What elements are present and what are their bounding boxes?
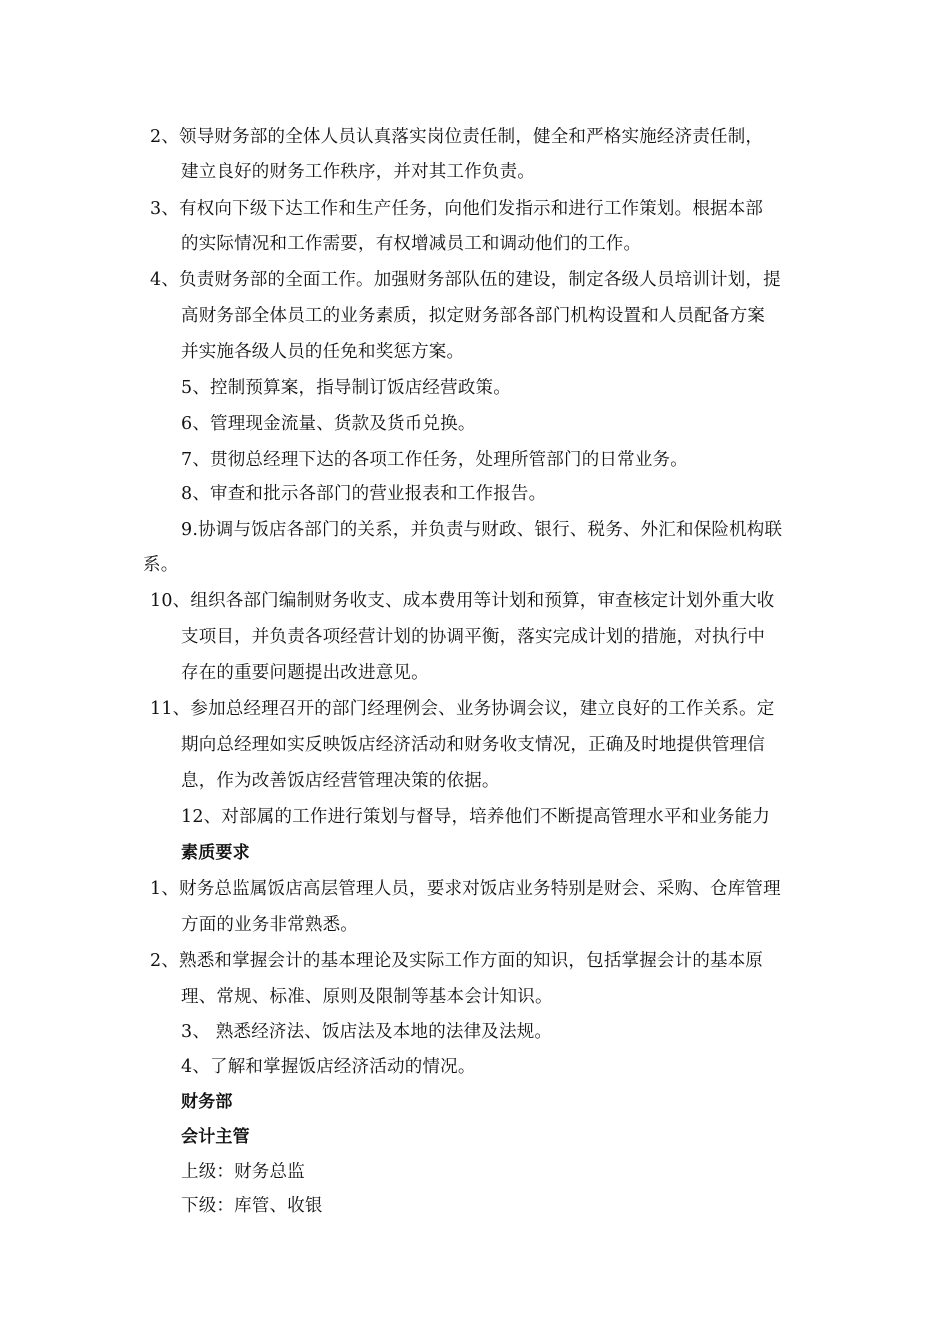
duty-item-7: 7、贯彻总经理下达的各项工作任务，处理所管部门的日常业务。 xyxy=(181,450,688,470)
duty-item-4-line-1: 4、负责财务部的全面工作。加强财务部队伍的建设，制定各级人员培训计划，提 xyxy=(150,270,781,290)
duty-item-2-line-2: 建立良好的财务工作秩序，并对其工作负责。 xyxy=(181,162,535,182)
duty-item-12: 12、对部属的工作进行策划与督导，培养他们不断提高管理水平和业务能力 xyxy=(181,807,771,827)
duty-item-9-line-1: 9.协调与饭店各部门的关系，并负责与财政、银行、税务、外汇和保险机构联 xyxy=(181,520,783,540)
duty-item-6: 6、管理现金流量、货款及货币兑换。 xyxy=(181,414,476,434)
duty-item-3-line-1: 3、有权向下级下达工作和生产任务，向他们发指示和进行工作策划。根据本部 xyxy=(150,199,764,219)
duty-item-4-line-3: 并实施各级人员的任免和奖惩方案。 xyxy=(181,342,465,362)
requirement-item-2-line-1: 2、熟悉和掌握会计的基本理论及实际工作方面的知识，包括掌握会计的基本原 xyxy=(150,951,764,971)
requirement-item-1-line-2: 方面的业务非常熟悉。 xyxy=(181,915,358,935)
duty-item-11-line-2: 期向总经理如实反映饭店经济活动和财务收支情况，正确及时地提供管理信 xyxy=(181,735,766,755)
duty-item-10-line-2: 支项目，并负责各项经营计划的协调平衡，落实完成计划的措施，对执行中 xyxy=(181,627,766,647)
requirement-item-2-line-2: 理、常规、标准、原则及限制等基本会计知识。 xyxy=(181,987,553,1007)
superior-line: 上级：财务总监 xyxy=(181,1162,305,1182)
requirement-item-3: 3、 熟悉经济法、饭店法及本地的法律及法规。 xyxy=(181,1022,553,1042)
duty-item-10-line-1: 10、组织各部门编制财务收支、成本费用等计划和预算，审查核定计划外重大收 xyxy=(150,591,775,611)
requirement-item-4: 4、了解和掌握饭店经济活动的情况。 xyxy=(181,1057,476,1077)
duty-item-10-line-3: 存在的重要问题提出改进意见。 xyxy=(181,663,429,683)
duty-item-2-line-1: 2、领导财务部的全体人员认真落实岗位责任制，健全和严格实施经济责任制， xyxy=(150,127,764,147)
requirement-item-1-line-1: 1、财务总监属饭店高层管理人员，要求对饭店业务特别是财会、采购、仓库管理 xyxy=(150,879,781,899)
duty-item-9-line-2: 系。 xyxy=(143,555,179,575)
section-heading-quality-requirements: 素质要求 xyxy=(181,843,250,863)
duty-item-11-line-3: 息，作为改善饭店经营管理决策的依据。 xyxy=(181,771,500,791)
duty-item-8: 8、审查和批示各部门的营业报表和工作报告。 xyxy=(181,484,547,504)
duty-item-11-line-1: 11、参加总经理召开的部门经理例会、业务协调会议，建立良好的工作关系。定 xyxy=(150,699,775,719)
duty-item-5: 5、控制预算案，指导制订饭店经营政策。 xyxy=(181,378,511,398)
duty-item-4-line-2: 高财务部全体员工的业务素质，拟定财务部各部门机构设置和人员配备方案 xyxy=(181,306,766,326)
subordinate-line: 下级：库管、收银 xyxy=(181,1196,323,1216)
position-heading: 会计主管 xyxy=(181,1127,250,1147)
duty-item-3-line-2: 的实际情况和工作需要，有权增减员工和调动他们的工作。 xyxy=(181,234,642,254)
department-heading: 财务部 xyxy=(181,1092,233,1112)
